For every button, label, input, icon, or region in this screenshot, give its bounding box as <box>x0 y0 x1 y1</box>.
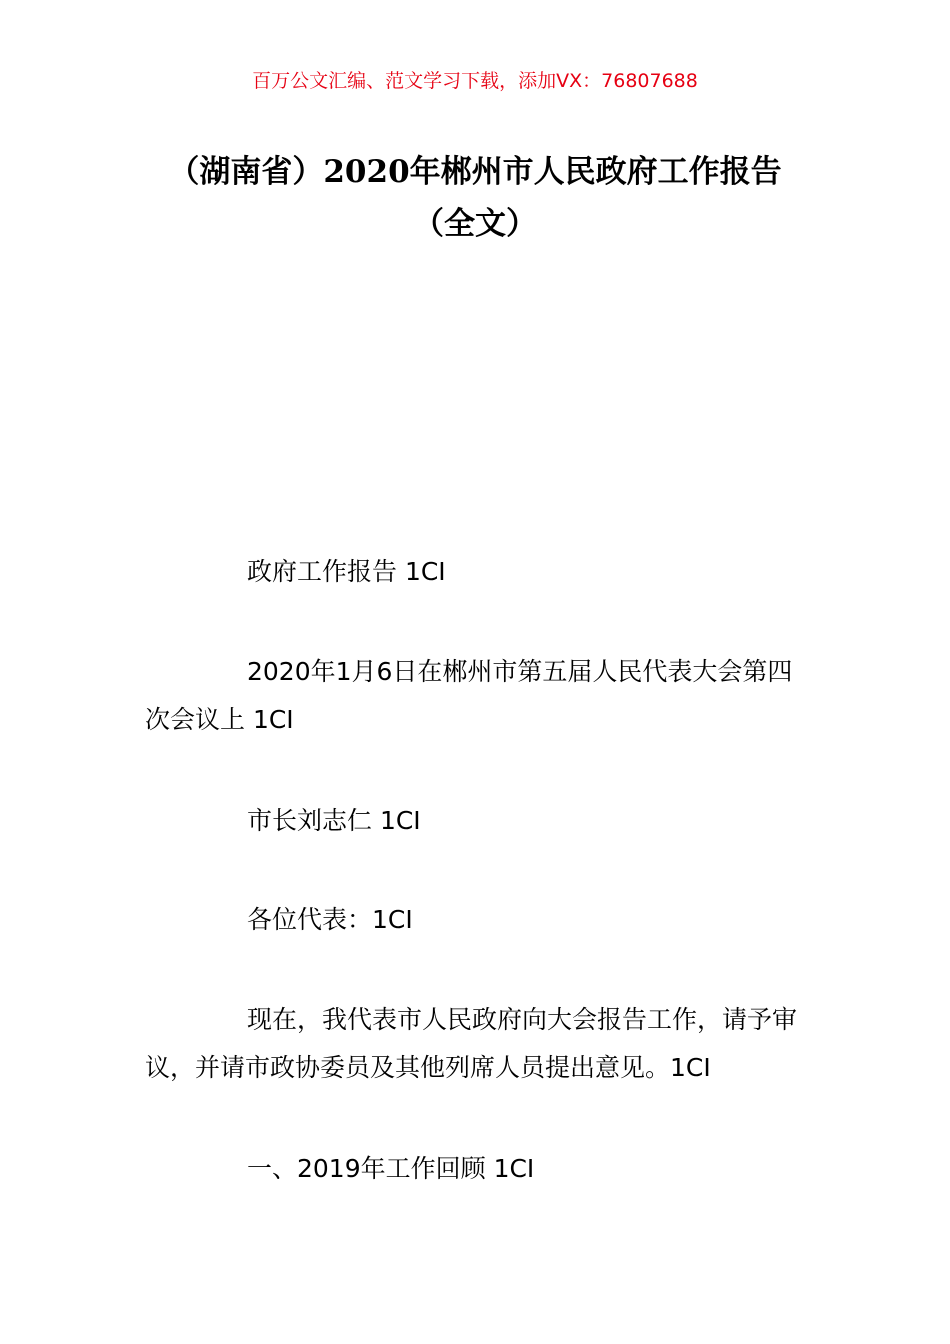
section-heading-2019-review: 一、2019年工作回顾 1CI <box>247 1154 535 1183</box>
document-title: （湖南省）2020年郴州市人民政府工作报告（全文） <box>168 154 782 242</box>
paragraph-greeting: 各位代表：1CI <box>247 905 413 934</box>
paragraph-mayor: 市长刘志仁 1CI <box>247 806 421 835</box>
paragraph-report-label: 政府工作报告 1CI <box>247 557 446 586</box>
header-note: 百万公文汇编、范文学习下载，添加VX：76807688 <box>252 70 698 92</box>
paragraph-meeting-info: 2020年1月6日在郴州市第五届人民代表大会第四次会议上 1CI <box>145 657 793 734</box>
paragraph-introduction: 现在，我代表市人民政府向大会报告工作，请予审议，并请市政协委员及其他列席人员提出意见。1CI <box>145 1005 798 1082</box>
